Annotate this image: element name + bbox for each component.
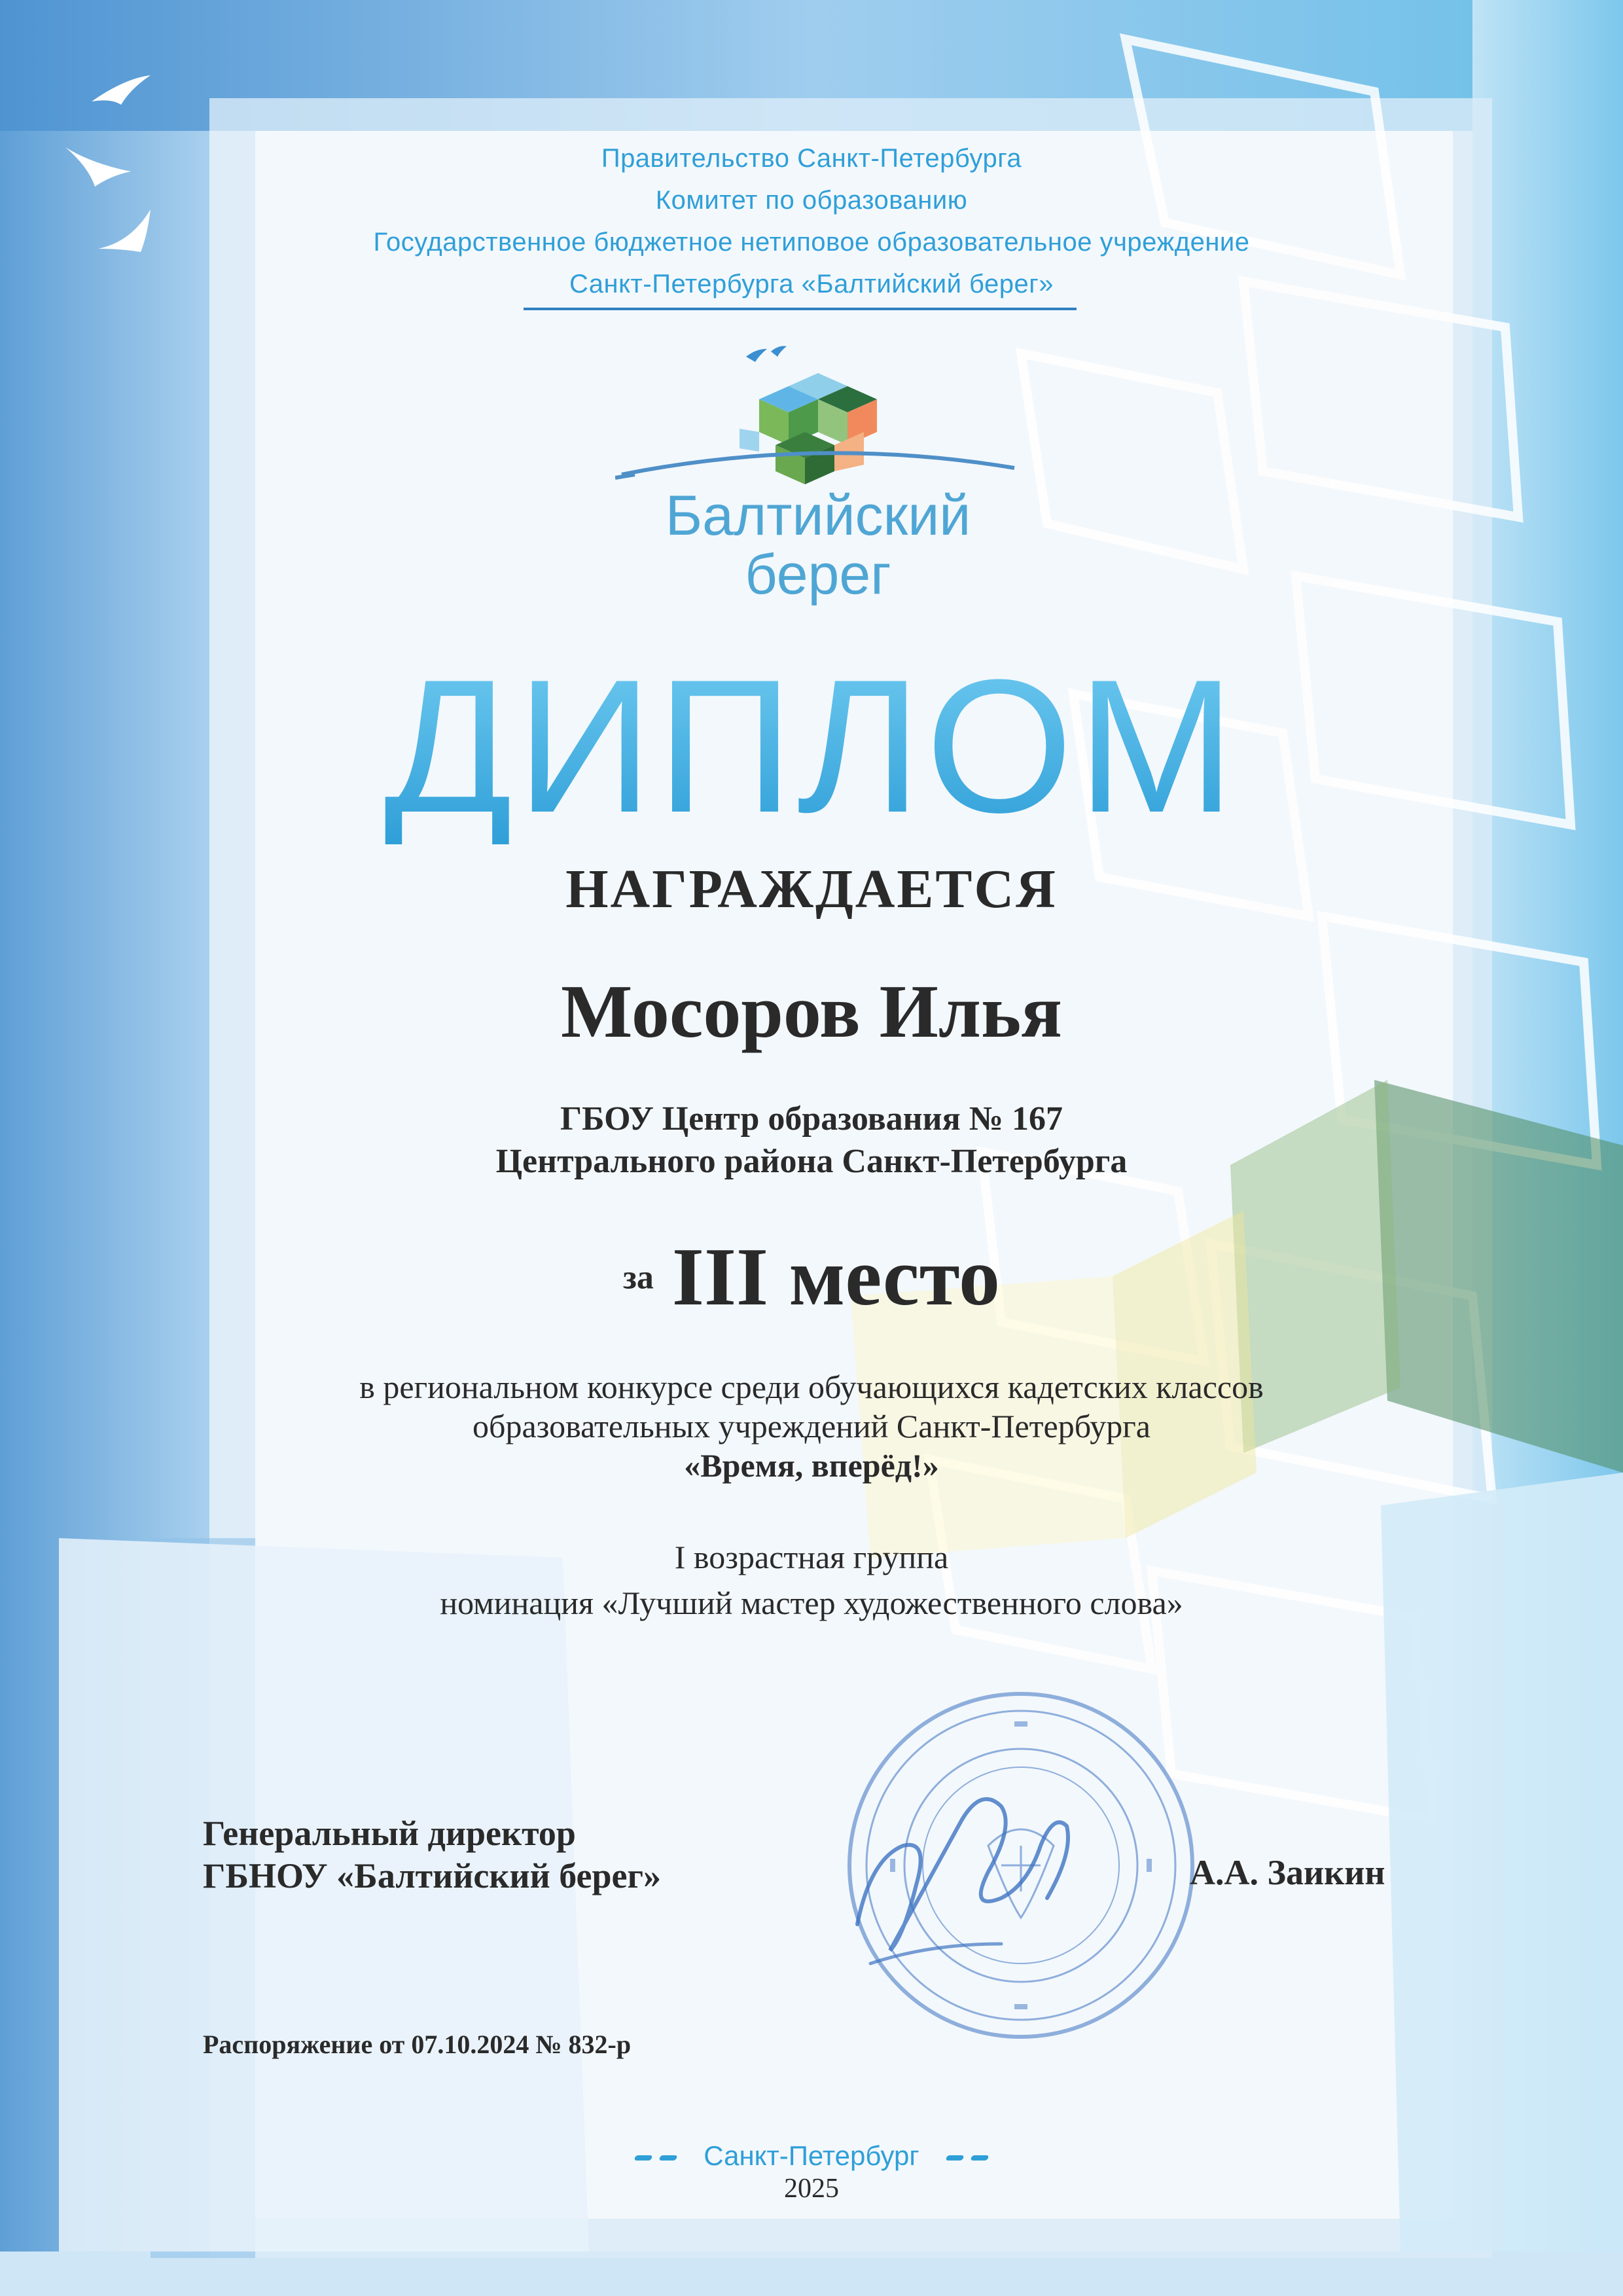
- nomination: номинация «Лучший мастер художественного слова»: [440, 1585, 1183, 1621]
- signatory-position-line1: Генеральный директор: [203, 1814, 576, 1853]
- signatory-position-line2: ГБНОУ «Балтийский берег»: [203, 1856, 661, 1895]
- footer-city-row: [0, 2140, 1623, 2172]
- header-line-committee: Комитет по образованию: [655, 186, 968, 215]
- footer-year: 2025: [784, 2174, 839, 2204]
- diploma-title: ДИПЛОМ: [0, 648, 1623, 844]
- header-line-institution-name: Санкт-Петербурга «Балтийский берег»: [569, 270, 1054, 298]
- order-reference: Распоряжение от 07.10.2024 № 832-р: [203, 2030, 632, 2059]
- place-prefix: за: [623, 1259, 654, 1297]
- dash-ornament-right-2: [971, 2155, 990, 2161]
- header-line-government: Правительство Санкт-Петербурга: [601, 144, 1022, 173]
- logo-text-line1: Балтийский: [665, 484, 971, 547]
- dash-ornament-right: [946, 2155, 965, 2161]
- age-group: I возрастная группа: [674, 1539, 949, 1575]
- place-row: [0, 1230, 1623, 1322]
- school-line2: Центрального района Санкт-Петербурга: [495, 1143, 1128, 1180]
- handwritten-signature: [831, 1728, 1106, 1990]
- contest-name: «Время, вперёд!»: [684, 1447, 939, 1484]
- header-line-institution: Государственное бюджетное нетиповое образовательное учреждение: [373, 228, 1250, 257]
- dash-ornament-left: [633, 2155, 652, 2161]
- place-main: III место: [671, 1232, 1000, 1323]
- logo-text-line2: берег: [745, 543, 891, 606]
- dash-ornament-left-2: [658, 2155, 677, 2161]
- signatory-name: А.А. Заикин: [1190, 1853, 1385, 1892]
- footer-city: Санкт-Петербург: [704, 2140, 919, 2171]
- contest-line1: в региональном конкурсе среди обучающихся кадетских классов: [359, 1369, 1264, 1405]
- issuer-header: [0, 137, 1623, 305]
- header-underline: [524, 308, 1077, 310]
- awarded-label: НАГРАЖДАЕТСЯ: [565, 859, 1058, 920]
- school-line1: ГБОУ Центр образования № 167: [560, 1100, 1063, 1138]
- recipient-name: Мосоров Илья: [560, 970, 1063, 1054]
- contest-line2: образовательных учреждений Санкт-Петербурга: [473, 1408, 1150, 1444]
